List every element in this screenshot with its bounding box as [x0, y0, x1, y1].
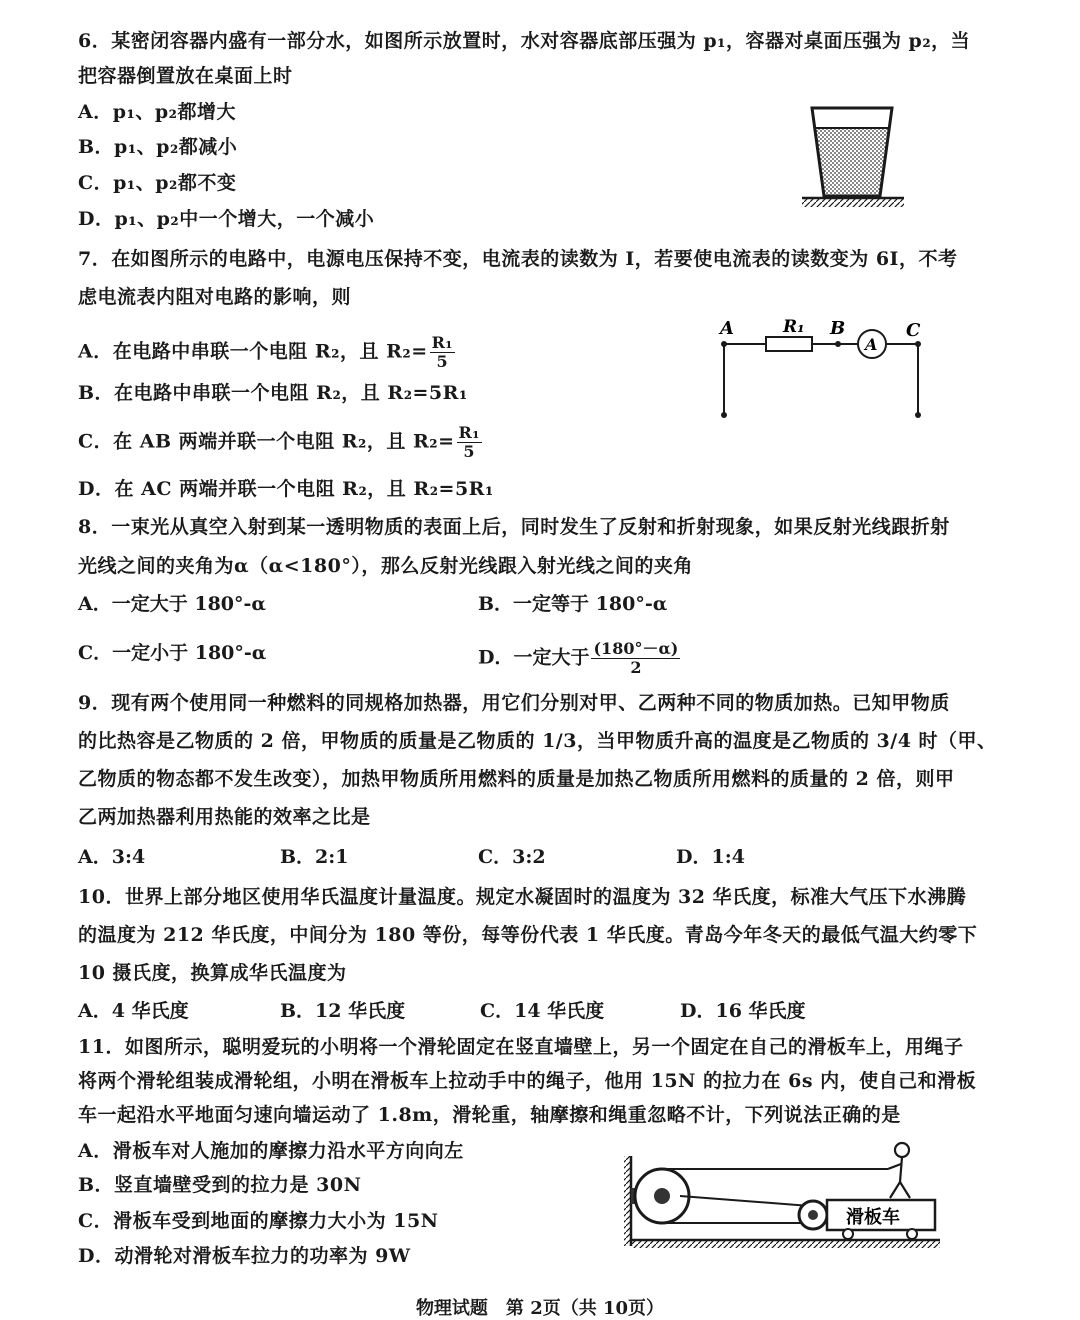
circuit-label-c: C	[906, 320, 921, 341]
q6-stem-line2: 把容器倒置放在桌面上时	[78, 65, 293, 87]
q9-stem-line4: 乙两加热器利用热能的效率之比是	[78, 806, 371, 828]
person-icon	[888, 1143, 910, 1198]
q7-option-a-fraction	[430, 334, 455, 371]
q8-option-b: B．一定等于 180°-α	[478, 593, 668, 615]
q11-option-c: C．滑板车受到地面的摩擦力大小为 15N	[78, 1210, 439, 1232]
q6-option-d: D．p₁、p₂中一个增大，一个减小	[78, 208, 375, 230]
q7-a-numerator: R₁	[431, 333, 453, 352]
q8-option-d-text: D．一定大于	[478, 646, 590, 669]
q9-stem-line3: 乙物质的物态都不发生改变），加热甲物质所用燃料的质量是加热乙物质所用燃料的质量的 2 倍，则甲	[78, 768, 955, 790]
q10-option-c: C．14 华氏度	[480, 1000, 605, 1022]
q7-c-numerator: R₁	[458, 423, 480, 442]
q7-option-c	[78, 424, 482, 461]
q11-option-b: B．竖直墙壁受到的拉力是 30N	[78, 1174, 362, 1196]
q11-option-a: A．滑板车对人施加的摩擦力沿水平方向向左	[78, 1140, 464, 1162]
q7-option-a-text: A．在电路中串联一个电阻 R₂，且 R₂=	[78, 340, 428, 363]
circuit-label-b: B	[830, 318, 846, 339]
q8-stem-line2: 光线之间的夹角为α（α<180°），那么反射光线跟入射光线之间的夹角	[78, 555, 693, 577]
q7-option-b: B．在电路中串联一个电阻 R₂，且 R₂=5R₁	[78, 382, 468, 404]
resistor-r1-icon	[766, 337, 812, 351]
q10-stem-line3: 10 摄氏度，换算成华氏温度为	[78, 962, 347, 984]
q9-option-a: A．3:4	[78, 846, 146, 868]
q6-option-c: C．p₁、p₂都不变	[78, 172, 237, 194]
ammeter-label: A	[865, 335, 878, 354]
q10-stem-line1: 10．世界上部分地区使用华氏温度计量温度。规定水凝固时的温度为 32 华氏度，标准大气压下水沸腾	[78, 886, 967, 908]
q6-option-a: A．p₁、p₂都增大	[78, 101, 236, 123]
q11-option-d: D．动滑轮对滑板车拉力的功率为 9W	[78, 1245, 411, 1267]
q9-stem-line2: 的比热容是乙物质的 2 倍，甲物质的质量是乙物质的 1/3，当甲物质升高的温度是乙物质的 3/4 时（甲、	[78, 730, 997, 752]
q8-option-d	[478, 640, 680, 677]
q11-stem-line3: 车一起沿水平地面匀速向墙运动了 1.8m，滑轮重，轴摩擦和绳重忽略不计，下列说法正确的是	[78, 1104, 901, 1126]
q7-stem-line2: 虑电流表内阻对电路的影响，则	[78, 286, 352, 308]
skateboard-label: 滑板车	[846, 1207, 900, 1228]
q7-c-denominator: 5	[463, 442, 475, 461]
q9-option-b: B．2:1	[280, 846, 349, 868]
q10-option-b: B．12 华氏度	[280, 1000, 406, 1022]
q7-option-a	[78, 334, 455, 371]
q6-stem-line1: 6．某密闭容器内盛有一部分水，如图所示放置时，水对容器底部压强为 p₁，容器对桌面压强为 p₂，当	[78, 30, 971, 52]
q11-stem-line2: 将两个滑轮组装成滑轮组，小明在滑板车上拉动手中的绳子，他用 15N 的拉力在 6s 内，使自己和滑板	[78, 1070, 977, 1092]
pulley-skateboard-figure	[620, 1136, 945, 1254]
q9-option-d: D．1:4	[676, 846, 745, 868]
q6-option-b: B．p₁、p₂都减小	[78, 136, 238, 158]
container-figure	[798, 100, 908, 215]
q8-stem-line1: 8．一束光从真空入射到某一透明物质的表面上后，同时发生了反射和折射现象，如果反射光线跟折射	[78, 516, 950, 538]
page-footer: 物理试题 第 2页（共 10页）	[415, 1298, 665, 1319]
q9-option-c: C．3:2	[478, 846, 546, 868]
circuit-label-r1: R₁	[783, 317, 805, 337]
q7-option-d: D．在 AC 两端并联一个电阻 R₂，且 R₂=5R₁	[78, 478, 494, 500]
node-b-icon	[835, 341, 841, 347]
q8-d-denominator: 2	[630, 658, 642, 677]
q7-stem-line1: 7．在如图所示的电路中，电源电压保持不变，电流表的读数为 I，若要使电流表的读数变为 6I，不考	[78, 248, 958, 270]
q8-option-a: A．一定大于 180°-α	[78, 593, 267, 615]
q8-option-c: C．一定小于 180°-α	[78, 642, 267, 664]
q8-d-numerator: (180°－α)	[593, 639, 679, 658]
q7-option-c-text: C．在 AB 两端并联一个电阻 R₂，且 R₂=	[78, 430, 455, 453]
q9-stem-line1: 9．现有两个使用同一种燃料的同规格加热器，用它们分别对甲、乙两种不同的物质加热。已知甲物质	[78, 692, 950, 714]
q10-option-a: A．4 华氏度	[78, 1000, 189, 1022]
q8-option-d-fraction	[591, 640, 680, 677]
circuit-figure	[710, 312, 930, 424]
circuit-label-a: A	[720, 318, 734, 339]
q7-option-c-fraction	[457, 424, 482, 461]
q10-stem-line2: 的温度为 212 华氏度，中间分为 180 等份，每等份代表 1 华氏度。青岛今年冬天的最低气温大约零下	[78, 924, 978, 946]
q7-a-denominator: 5	[436, 352, 449, 371]
q11-stem-line1: 11．如图所示，聪明爱玩的小明将一个滑轮固定在竖直墙壁上，另一个固定在自己的滑板车上，用绳子	[78, 1036, 964, 1058]
q10-option-d: D．16 华氏度	[680, 1000, 806, 1022]
